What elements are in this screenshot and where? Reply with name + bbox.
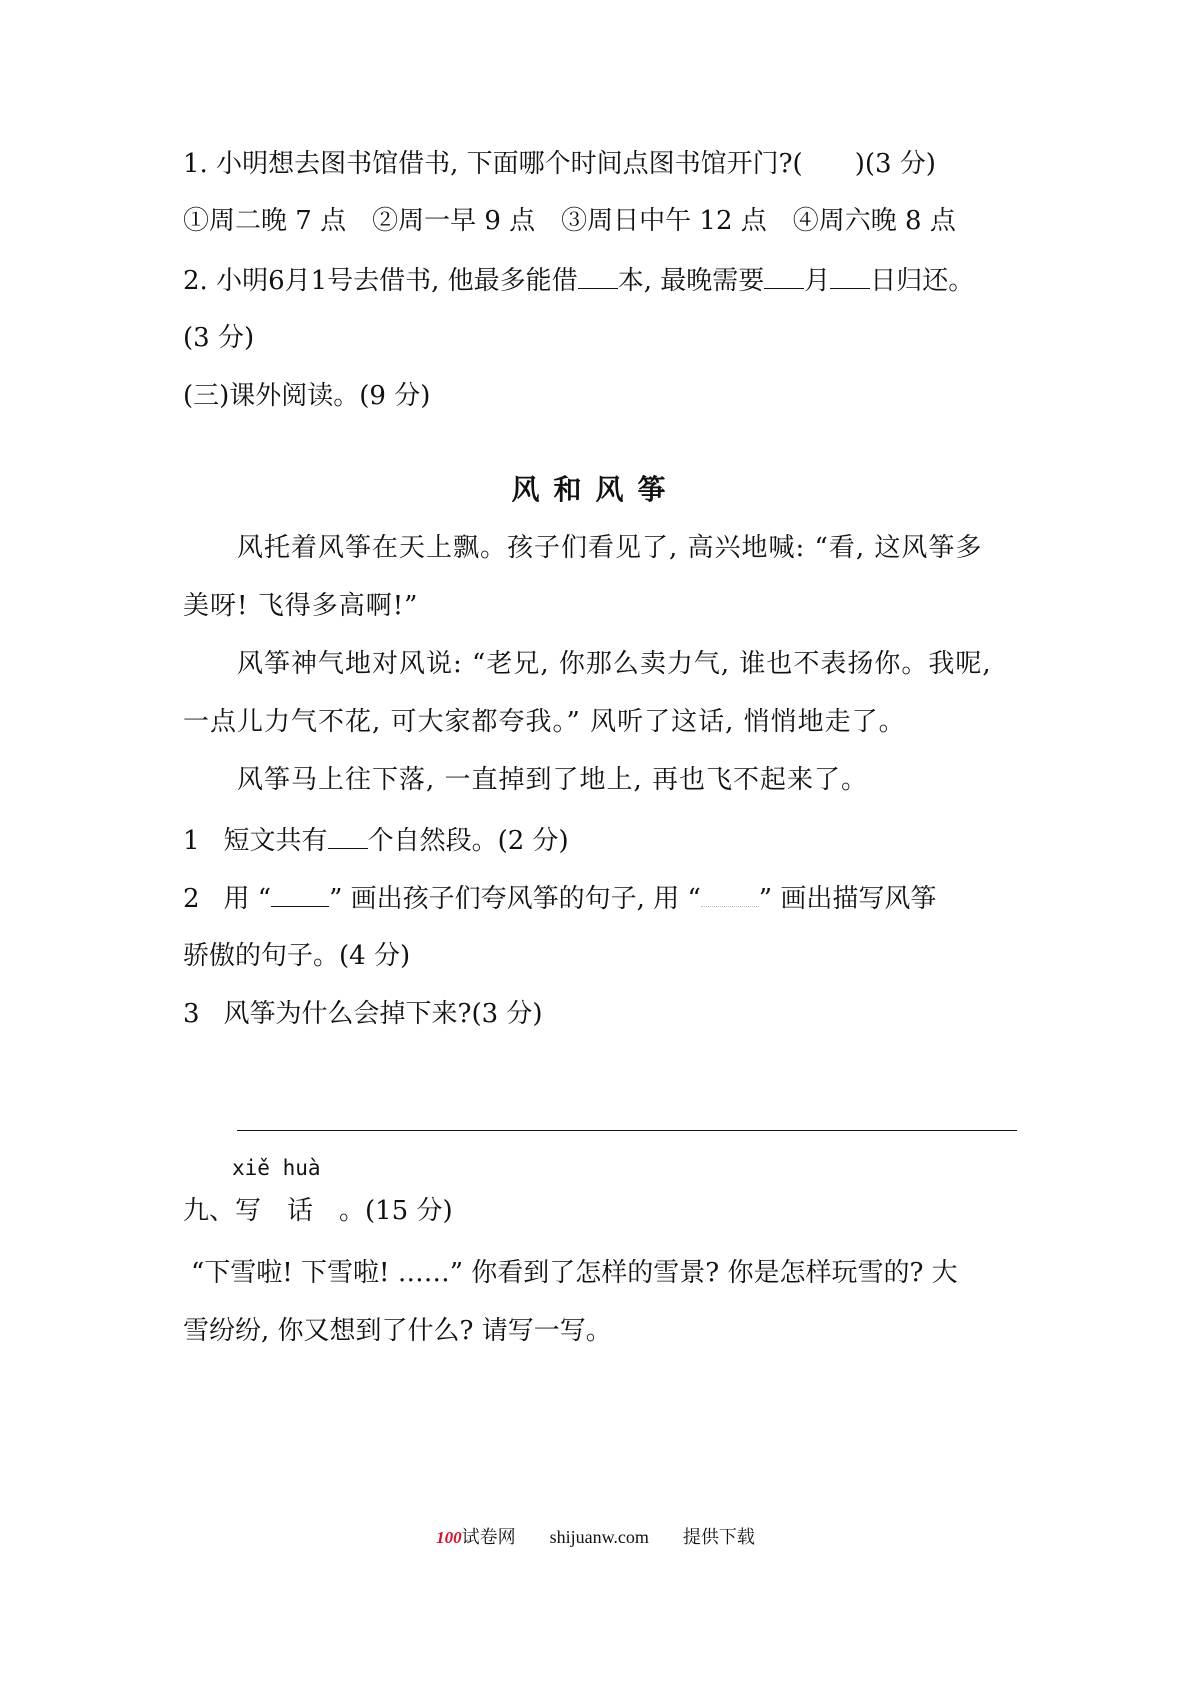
passage-paragraph-3: 风筝马上往下落, 一直掉到了地上, 再也飞不起来了。 xyxy=(237,765,869,795)
reading-question-3-text: 风筝为什么会掉下来?(3 分) xyxy=(223,999,543,1029)
reading-question-1-text-a: 短文共有 xyxy=(223,826,328,856)
blank-paragraph-count[interactable] xyxy=(328,822,368,849)
site-name: 试卷网 xyxy=(461,1527,516,1547)
section-9-heading: 九、写 话 。(15 分) xyxy=(183,1196,453,1226)
reading-question-3 xyxy=(183,996,543,1032)
question-1 xyxy=(183,146,936,182)
blank-day[interactable] xyxy=(830,262,870,289)
reading-question-2-text-c: ” 画出描写风筝 xyxy=(758,884,937,914)
blank-month[interactable] xyxy=(764,262,804,289)
question-2-score: (3 分) xyxy=(183,323,255,353)
wavy-underline-sample xyxy=(701,880,759,907)
reading-question-2-text-b: ” 画出孩子们夸风筝的句子, 用 “ xyxy=(329,884,701,914)
passage-title: 风和风筝 xyxy=(511,473,680,506)
reading-question-3-number: 3 xyxy=(183,999,200,1029)
passage-paragraph-2-line-2: 一点儿力气不花, 可大家都夸我。” 风听了这话, 悄悄地走了。 xyxy=(183,707,906,737)
site-url[interactable]: shijuanw.com xyxy=(549,1527,649,1547)
writing-prompt-line-1: “下雪啦! 下雪啦! ……” 你看到了怎样的雪景? 你是怎样玩雪的? 大 xyxy=(191,1258,958,1288)
download-note: 提供下载 xyxy=(682,1527,755,1547)
question-2-text-a: 2. 小明6月1号去借书, 他最多能借 xyxy=(183,266,578,296)
question-1-text: 1. 小明想去图书馆借书, 下面哪个时间点图书馆开门?( xyxy=(183,149,803,179)
passage-paragraph-2-line-1: 风筝神气地对风说: “老兄, 你那么卖力气, 谁也不表扬你。我呢, xyxy=(237,649,992,679)
site-logo: 100 xyxy=(436,1528,462,1547)
question-2 xyxy=(183,262,974,299)
reading-question-2-line-2: 骄傲的句子。(4 分) xyxy=(183,941,411,971)
writing-prompt-line-2: 雪纷纷, 你又想到了什么? 请写一写。 xyxy=(183,1316,612,1346)
blank-book-count[interactable] xyxy=(578,262,618,289)
reading-question-2 xyxy=(183,880,936,917)
straight-underline-sample xyxy=(271,880,329,907)
reading-question-1-text-b: 个自然段。(2 分) xyxy=(367,826,569,856)
question-1-score: )(3 分) xyxy=(854,149,936,179)
section-3-heading: (三)课外阅读。(9 分) xyxy=(183,381,431,411)
reading-question-1 xyxy=(183,822,569,859)
passage-paragraph-1-line-1: 风托着风筝在天上飘。孩子们看见了, 高兴地喊: “看, 这风筝多 xyxy=(237,533,983,563)
question-2-text-d: 日归还。 xyxy=(870,266,975,296)
question-1-options: ①周二晚 7 点 ②周一早 9 点 ③周日中午 12 点 ④周六晚 8 点 xyxy=(183,206,956,236)
reading-question-2-text-a: 用 “ xyxy=(223,884,272,914)
question-2-text-c: 月 xyxy=(804,266,831,296)
question-2-text-b: 本, 最晚需要 xyxy=(617,266,765,296)
pinyin-annotation: xiě huà xyxy=(232,1156,321,1180)
reading-question-1-number: 1 xyxy=(183,826,200,856)
answer-line[interactable] xyxy=(237,1130,1017,1131)
reading-question-2-number: 2 xyxy=(183,884,200,914)
passage-paragraph-1-line-2: 美呀! 飞得多高啊!” xyxy=(183,591,419,621)
footer xyxy=(0,1525,1191,1550)
